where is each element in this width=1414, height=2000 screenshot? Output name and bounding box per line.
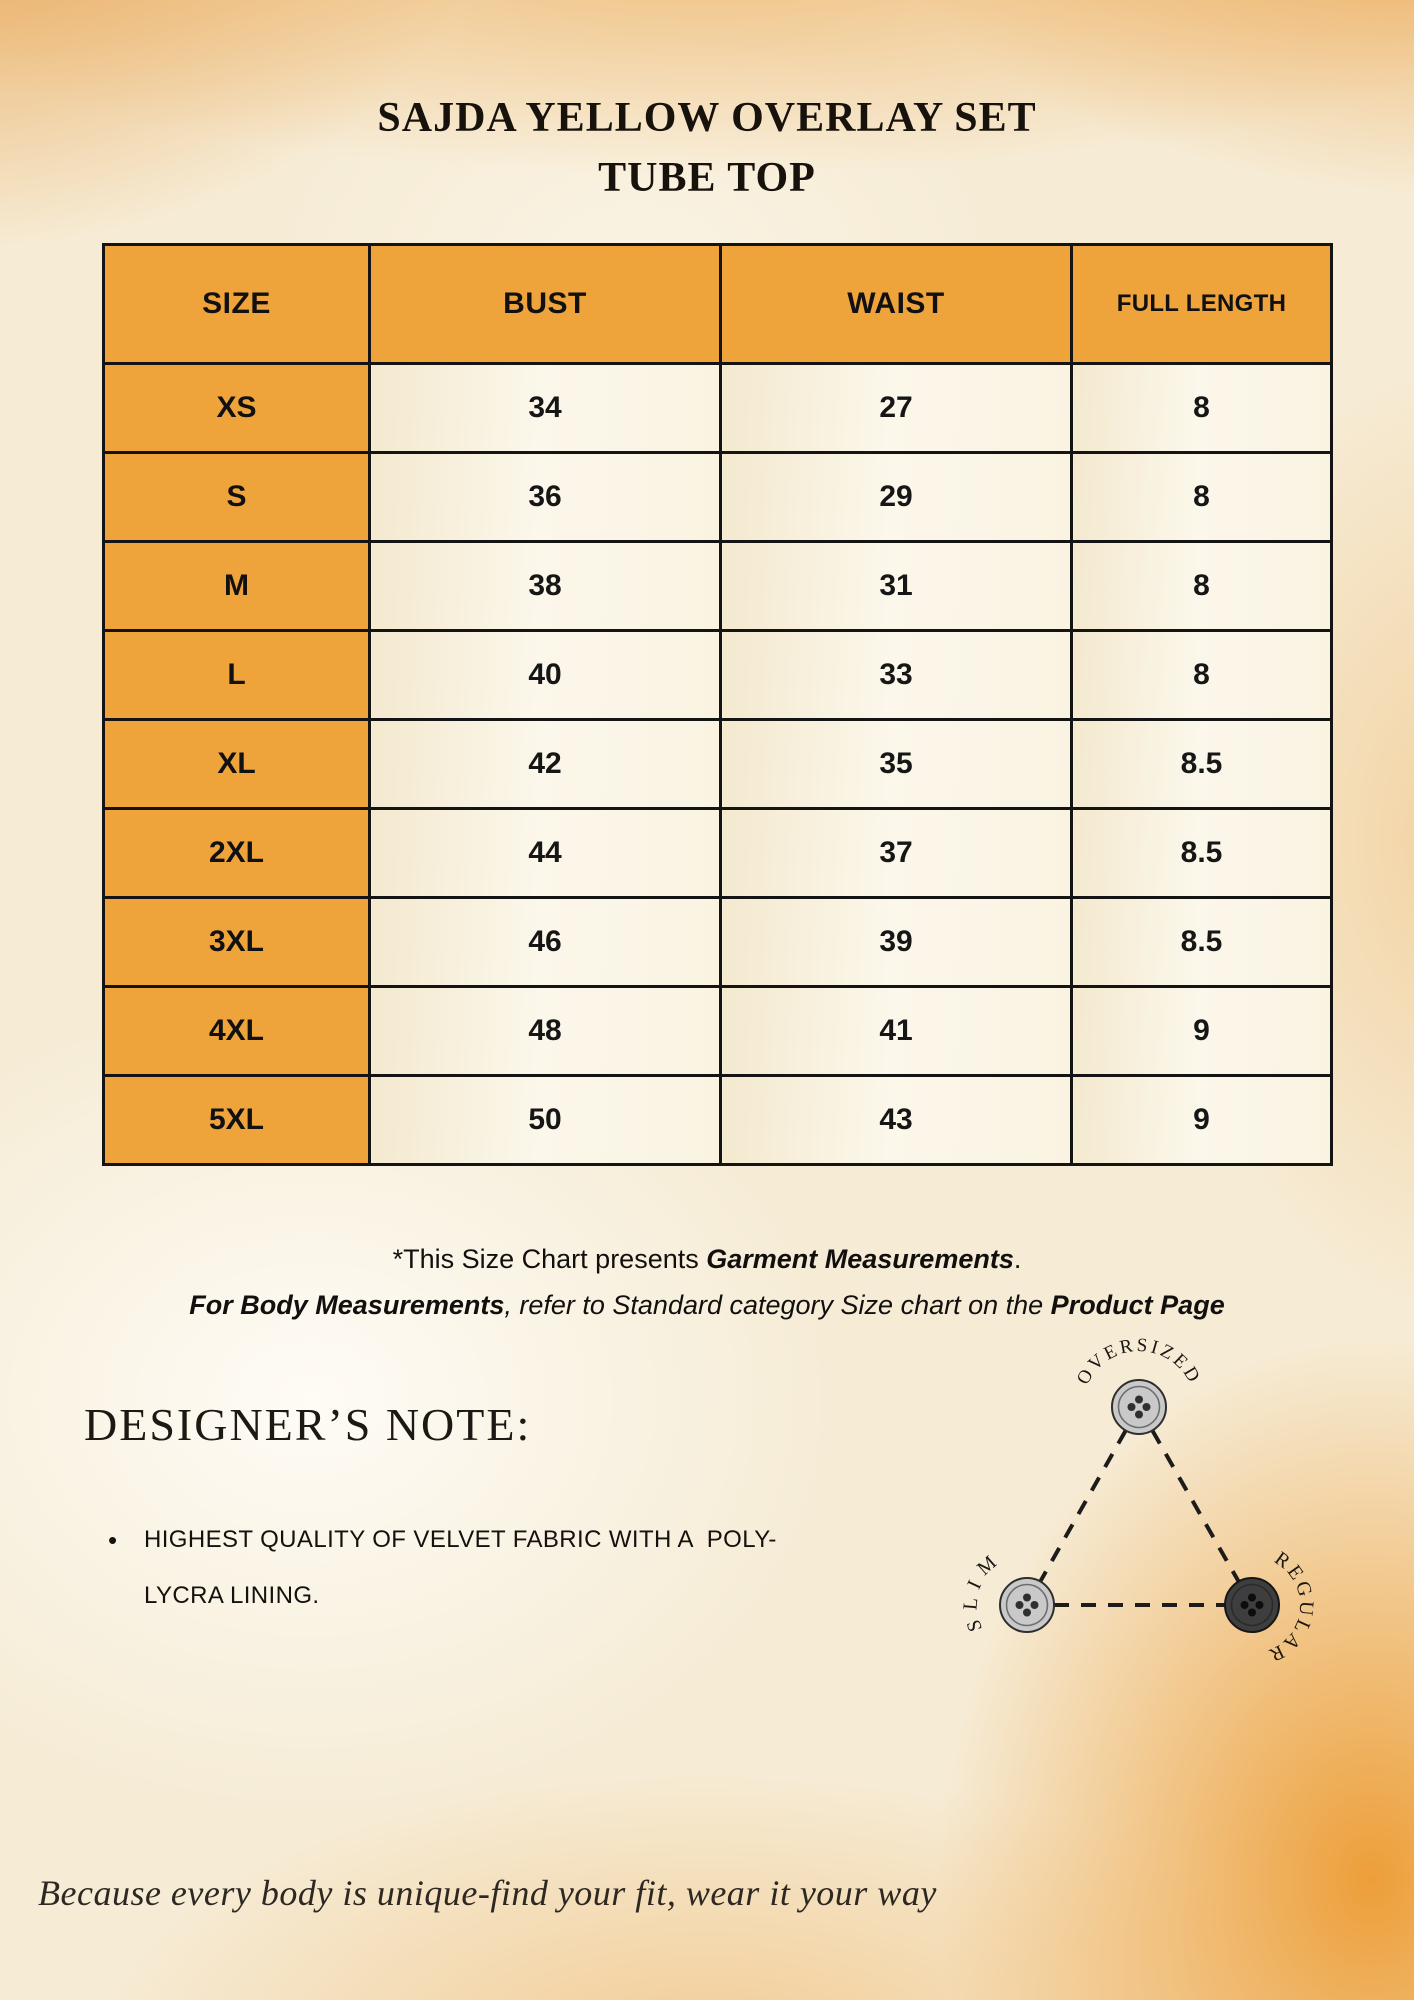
table-row: [104, 631, 1332, 720]
bust-cell: 42: [370, 720, 721, 809]
size-cell: 2XL: [104, 809, 370, 898]
bust-cell: 36: [370, 453, 721, 542]
full-length-cell: 9: [1072, 987, 1332, 1076]
size-cell: XS: [104, 364, 370, 453]
size-table-header: [104, 245, 1332, 364]
full-length-cell: 8.5: [1072, 809, 1332, 898]
table-row: [104, 720, 1332, 809]
measurement-note-line-1: [0, 1236, 1414, 1282]
full-length-cell: 8: [1072, 453, 1332, 542]
footer-quote: Because every body is unique-find your fit, wear it your way: [38, 1873, 937, 1913]
bust-cell: 46: [370, 898, 721, 987]
waist-cell: 39: [721, 898, 1072, 987]
waist-cell: 41: [721, 987, 1072, 1076]
waist-cell: 43: [721, 1076, 1072, 1165]
table-row: [104, 987, 1332, 1076]
table-row: [104, 1076, 1332, 1165]
designer-note-list: [104, 1512, 804, 1624]
note-emphasis: Product Page: [1050, 1290, 1225, 1320]
note-emphasis: Garment Measurements: [706, 1244, 1014, 1274]
title-line-1: SAJDA YELLOW OVERLAY SET: [377, 95, 1037, 141]
size-cell: 5XL: [104, 1076, 370, 1165]
bust-cell: 44: [370, 809, 721, 898]
waist-cell: 29: [721, 453, 1072, 542]
oversized-label: OVERSIZED: [1072, 1334, 1206, 1389]
column-header-size: SIZE: [104, 245, 370, 364]
note-text: *This Size Chart presents: [392, 1244, 707, 1274]
designer-note-heading: DESIGNER’S NOTE:: [84, 1399, 532, 1451]
table-row: [104, 898, 1332, 987]
regular-label: REGULAR: [1263, 1547, 1318, 1668]
column-header-bust: BUST: [370, 245, 721, 364]
bust-cell: 38: [370, 542, 721, 631]
size-cell: 4XL: [104, 987, 370, 1076]
page-title: [0, 88, 1414, 208]
note-text: .: [1013, 1244, 1022, 1274]
oversized-button-icon: [1112, 1380, 1166, 1434]
waist-cell: 37: [721, 809, 1072, 898]
waist-cell: 27: [721, 364, 1072, 453]
waist-cell: 31: [721, 542, 1072, 631]
size-cell: XL: [104, 720, 370, 809]
full-length-cell: 8: [1072, 542, 1332, 631]
full-length-cell: 8.5: [1072, 720, 1332, 809]
bust-cell: 48: [370, 987, 721, 1076]
regular-button-icon: [1225, 1578, 1279, 1632]
designer-note-bullet: • HIGHEST QUALITY OF VELVET FABRIC WITH A POLY-LYCRA LINING.: [104, 1512, 804, 1624]
column-header-full-length: FULL LENGTH: [1072, 245, 1332, 364]
size-cell: 3XL: [104, 898, 370, 987]
note-text: , refer to Standard category Size chart on the: [504, 1290, 1051, 1320]
note-emphasis: For Body Measurements: [189, 1290, 505, 1320]
size-cell: L: [104, 631, 370, 720]
waist-cell: 35: [721, 720, 1072, 809]
full-length-cell: 8: [1072, 631, 1332, 720]
table-row: [104, 453, 1332, 542]
full-length-cell: 8: [1072, 364, 1332, 453]
bust-cell: 50: [370, 1076, 721, 1165]
size-table: [102, 243, 1333, 1166]
header-row: [104, 245, 1332, 364]
title-line-2: TUBE TOP: [598, 155, 816, 201]
size-cell: S: [104, 453, 370, 542]
table-row: [104, 809, 1332, 898]
bust-cell: 40: [370, 631, 721, 720]
measurement-note-line-2: [0, 1282, 1414, 1328]
full-length-cell: 8.5: [1072, 898, 1332, 987]
fit-triangle-diagram: [880, 1325, 1400, 1715]
full-length-cell: 9: [1072, 1076, 1332, 1165]
slim-label: SLIM: [959, 1546, 1007, 1635]
waist-cell: 33: [721, 631, 1072, 720]
column-header-waist: WAIST: [721, 245, 1072, 364]
table-row: [104, 364, 1332, 453]
slim-button-icon: [1000, 1578, 1054, 1632]
table-row: [104, 542, 1332, 631]
size-cell: M: [104, 542, 370, 631]
bust-cell: 34: [370, 364, 721, 453]
triangle-dashed-lines: [1027, 1407, 1252, 1605]
size-table-body: [104, 364, 1332, 1165]
measurement-note: [0, 1236, 1414, 1328]
